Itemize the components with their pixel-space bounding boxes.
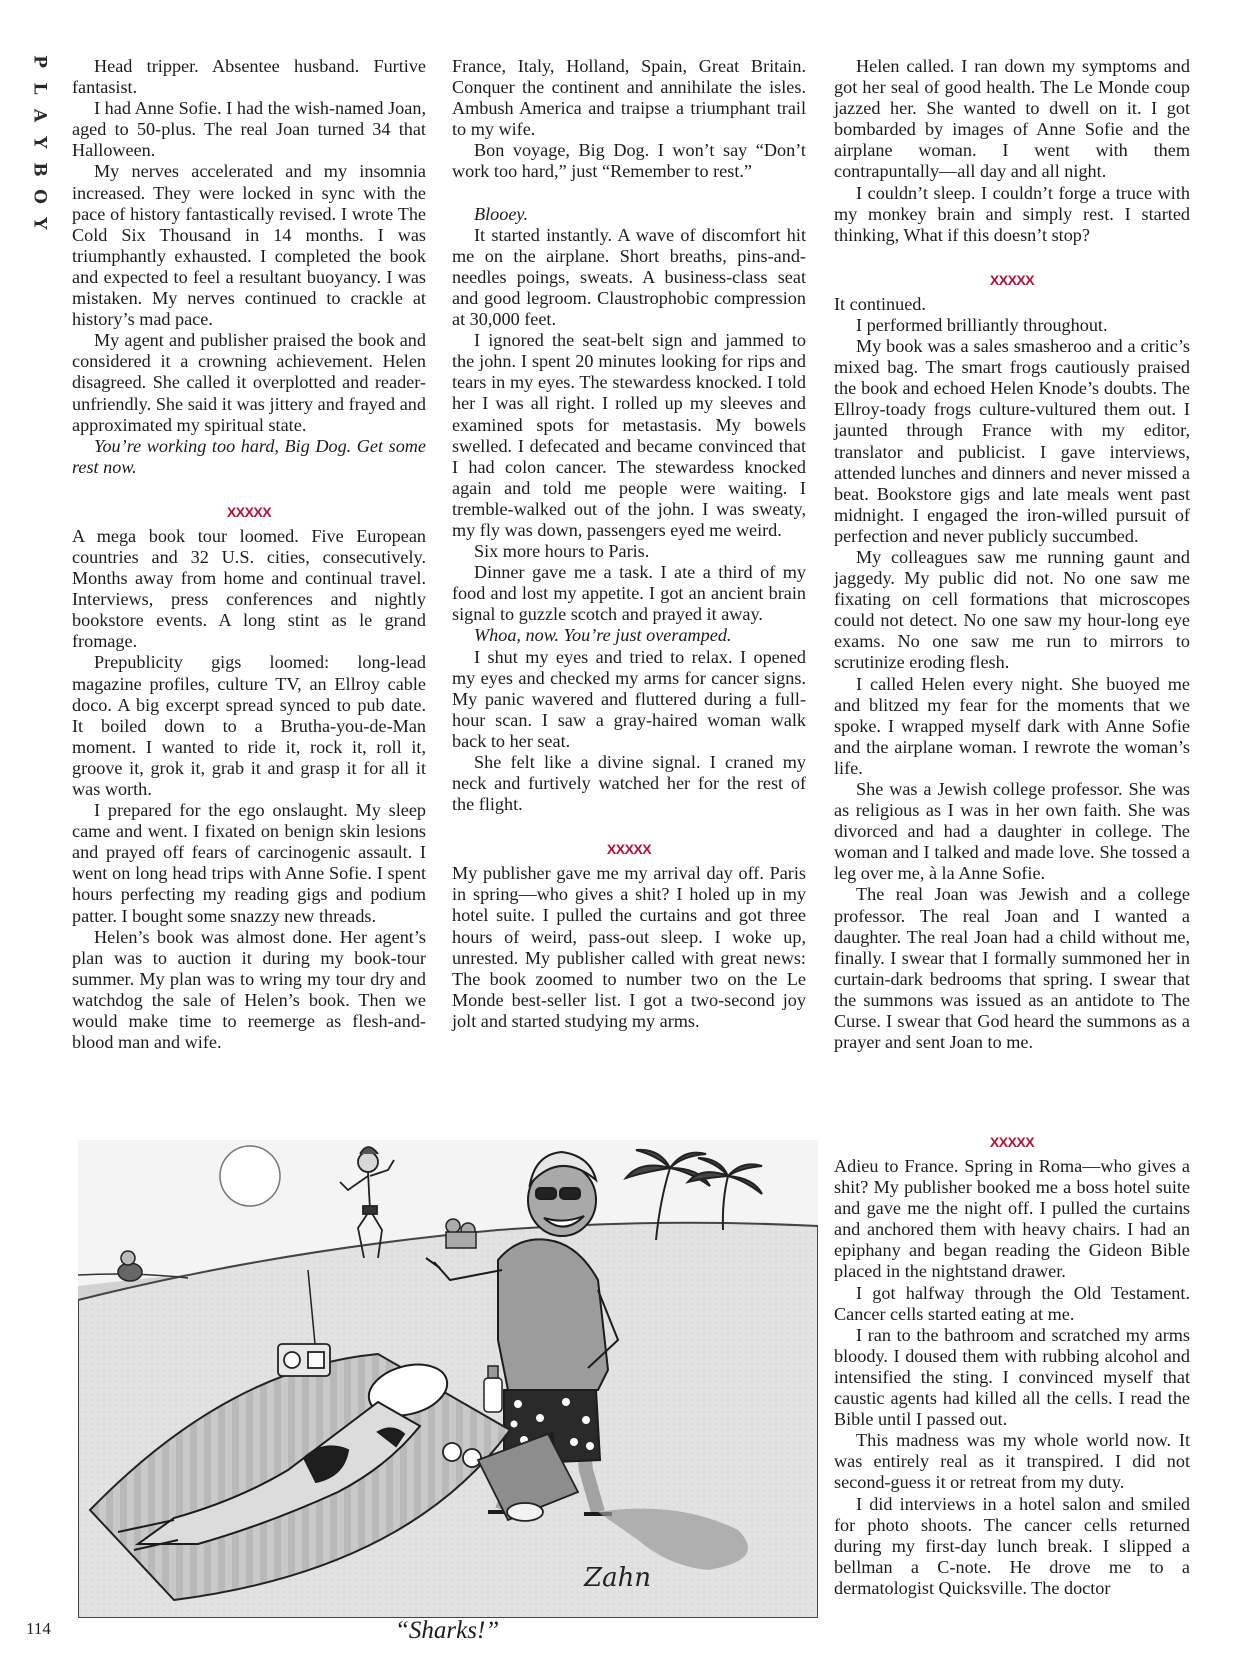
paragraph: Adieu to France. Spring in Roma—who gives a shit? My publisher booked me a boss hotel suite and gave me the night off. I pulled the curtains and anchored them with heavy chairs. I had an epiphany and began reading the Gideon Bible placed in the nightstand drawer. [834, 1156, 1190, 1282]
paragraph: This madness was my whole world now. It was entirely real as it transpired. I did not second-guess it or retreat from my duty. [834, 1430, 1190, 1493]
col1-paragraphs [72, 56, 426, 478]
paragraph: Bon voyage, Big Dog. I won’t say “Don’t work too hard,” just “Remember to rest.” [452, 140, 806, 182]
paragraph: I couldn’t sleep. I couldn’t forge a truce with my monkey brain and simply rest. I started thinking, What if this doesn’t stop? [834, 182, 1190, 245]
paragraph: You’re working too hard, Big Dog. Get some rest now. [72, 435, 426, 477]
col3c-paragraphs [834, 1156, 1190, 1599]
magazine-letter: Y [29, 217, 50, 230]
magazine-letter: A [29, 108, 50, 123]
section-break: XXXXX [989, 1134, 1035, 1150]
col2b-paragraphs [452, 863, 806, 1032]
paragraph: I prepared for the ego onslaught. My sleep came and went. I fixated on benign skin lesions and prayed off fears of carcinogenic assault. I went on long head trips with Anne Sofie. I spent hours perfecting my reading gigs and podium patter. I bought some snazzy new threads. [72, 800, 426, 926]
paragraph: She felt like a divine signal. I craned my neck and furtively watched her for the rest of the flight. [452, 752, 806, 815]
column-3-lower [834, 1134, 1190, 1599]
paragraph: My colleagues saw me running gaunt and jaggedy. My public did not. No one saw me fixating on cell formations that microscopes could not detect. No one saw my hour-long eye exams. No one saw me run to mirrors to scrutinize eroding flesh. [834, 546, 1190, 673]
page-number: 114 [26, 1619, 51, 1638]
paragraph: I performed brilliantly throughout. [856, 314, 1108, 335]
paragraph: I called Helen every night. She buoyed me and blitzed my fear for the moments that we spoke. I wrapped myself dark with Anne Sofie and the airplane woman. I rewrote the woman’s life. [834, 673, 1190, 778]
paragraph: Helen’s book was almost done. Her agent’s plan was to auction it during my book-tour summer. My plan was to wring my tour dry and watchdog the sale of Helen’s book. Then we would make time to reemerge as flesh-and-blood man and wife. [72, 926, 426, 1053]
column-1 [72, 56, 426, 1053]
column-3 [834, 56, 1190, 1053]
paragraph: Dinner gave me a task. I ate a third of my food and lost my appetite. I got an ancient brain signal to guzzle scotch and prayed it away. [452, 562, 806, 625]
paragraph: I shut my eyes and tried to relax. I opened my eyes and checked my arms for cancer signs. My panic wavered and fluttered during a full-hour scan. I saw a gray-haired woman walk back to her seat. [452, 646, 806, 751]
paragraph: Prepublicity gigs loomed: long-lead magazine profiles, culture TV, an Ellroy cable doco. A big excerpt spread synced to pub date. It boiled down to a Brutha-you-de-Man moment. I wanted to ride it, rock it, roll it, groove it, grok it, grab it and grasp it for all it was worth. [72, 652, 426, 799]
col3-paragraphs [834, 56, 1190, 246]
paragraph: I ran to the bathroom and scratched my arms bloody. I doused them with rubbing alcohol and intensified the sting. I convinced myself that caustic agents had killed all the cells. I read the Bible until I passed out. [834, 1324, 1190, 1430]
magazine-letter: P [29, 55, 50, 68]
paragraph: My agent and publisher praised the book and considered it a crowning achievement. Helen disagreed. She called it overplotted and reader-unfriendly. She said it was jittery and frayed and approximated my spiritual state. [72, 330, 426, 435]
paragraph: My book was a sales smasheroo and a critic’s mixed bag. The smart frogs cautiously praised the book and echoed Helen Knode’s doubts. The Ellroy-toady frogs culture-vultured them out. I jaunted through France with my editor, translator and publicist. I gave interviews, attended lunches and dinners and never missed a beat. Bookstore gigs and late meals went past midnight. I engaged the iron-willed pursuit of perfection and never publicly succumbed. [834, 336, 1190, 546]
paragraph: My publisher gave me my arrival day off. Paris in spring—who gives a shit? I holed up in my hotel suite. I pulled the curtains and got three hours of weird, pass-out sleep. I woke up, unrested. My publisher called with great news: The book zoomed to number two on the Le Monde best-seller list. I got a two-second joy jolt and started studying my arms. [452, 863, 806, 1031]
paragraph: It continued. [834, 293, 926, 314]
section-break: XXXXX [989, 271, 1035, 288]
sun [220, 1146, 280, 1206]
paragraph: I had Anne Sofie. I had the wish-named Joan, aged to 50-plus. The real Joan turned 34 that Halloween. [72, 98, 426, 161]
paragraph: France, Italy, Holland, Spain, Great Britain. Conquer the continent and annihilate the isles. Ambush America and traipse a triumphant trail to my wife. [452, 56, 806, 140]
paragraph: She was a Jewish college professor. She was as religious as I was in her own faith. She was divorced and had a daughter in college. The woman and I talked and made love. She tossed a leg over me, à la Anne Sofie. [834, 779, 1190, 884]
magazine-letter: O [29, 189, 50, 204]
col2-paragraphs [452, 56, 806, 815]
radio [278, 1344, 330, 1376]
cartoon-signature: Zahn [584, 1563, 652, 1593]
section-break: XXXXX [226, 503, 272, 520]
beach-cartoon [78, 1140, 818, 1618]
paragraph: Whoa, now. You’re just overamped. [474, 625, 732, 646]
paragraph: Six more hours to Paris. [474, 541, 650, 562]
paragraph: It started instantly. A wave of discomfort hit me on the airplane. Short breaths, pins-and-needles poings, sweats. A business-class seat and good legroom. Claustrophobic compression at 30,000 feet. [452, 224, 806, 330]
magazine-letter: B [29, 162, 50, 177]
magazine-letter: L [29, 82, 50, 95]
paragraph: I got halfway through the Old Testament. Cancer cells started eating at me. [834, 1282, 1190, 1324]
paragraph: A mega book tour loomed. Five European countries and 32 U.S. cities, consecutively. Months away from home and continual travel. Interviews, press conferences and nightly bookstore events. A long stint as le grand fromage. [72, 525, 426, 652]
magazine-letter: Y [29, 136, 50, 149]
column-2 [452, 56, 806, 1032]
col3b-paragraphs [834, 294, 1190, 1053]
paragraph: Blooey. [474, 203, 529, 224]
magazine-name-vertical [26, 48, 50, 237]
paragraph: The real Joan was Jewish and a college professor. The real Joan and I wanted a daughter. The real Joan had a child without me, finally. I swear that I formally summoned her in curtain-dark bedrooms that spring. I swear that the summons was issued as an antidote to The Curse. I swear that God heard the summons as a prayer and sent Joan to me. [834, 884, 1190, 1053]
paragraph: My nerves accelerated and my insomnia increased. They were locked in sync with the pace of history fantastically revised. I wrote The Cold Six Thousand in 14 months. I was triumphantly exhausted. I completed the book and expected to feel a resultant buoyancy. I was mistaken. My nerves continued to crackle at history’s mad pace. [72, 161, 426, 330]
paragraph: I ignored the seat-belt sign and jammed to the john. I spent 20 minutes looking for rips and tears in my eyes. The stewardess knocked. I told her I was all right. I rolled up my sleeves and examined spots for metastasis. My bowels swelled. I defecated and became convinced that I had colon cancer. The stewardess knocked again and told me people were waiting. I tremble-walked out of the john. I was sweaty, my fly was down, passengers eyed me weird. [452, 330, 806, 540]
col1b-paragraphs [72, 526, 426, 1053]
paragraph: Head tripper. Absentee husband. Furtive fantasist. [72, 56, 426, 98]
cartoon-caption: “Sharks!” [395, 1617, 500, 1644]
paragraph: I did interviews in a hotel salon and smiled for photo shoots. The cancer cells returned during my first-day lunch break. I slipped a bellman a C-note. He drove me to a dermatologist Quicksville. The doctor [834, 1493, 1190, 1598]
section-break: XXXXX [606, 841, 652, 858]
paragraph: Helen called. I ran down my symptoms and got her seal of good health. The Le Monde coup jazzed her. She wanted to dwell on it. I got bombarded by images of Anne Sofie and the airplane woman. I went with them contrapuntally—all day and all night. [834, 56, 1190, 182]
